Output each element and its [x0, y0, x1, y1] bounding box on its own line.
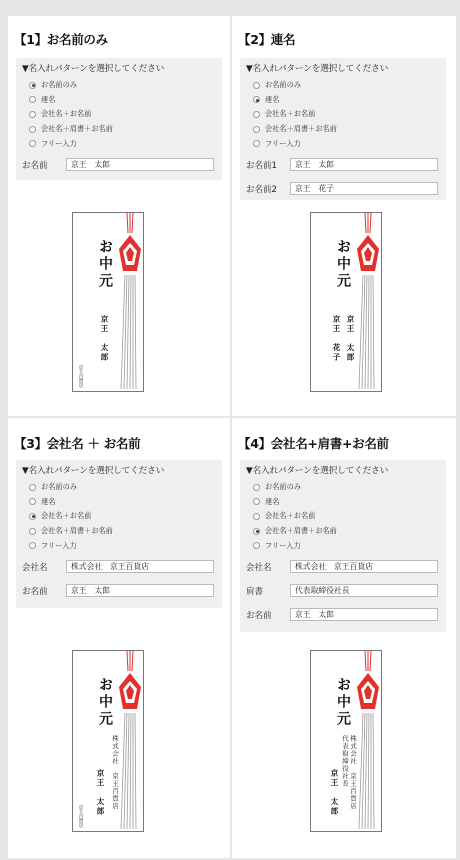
- panel-heading: ▼名入れパターンを選択してください: [246, 64, 389, 74]
- name-input[interactable]: 京王 太郎: [66, 584, 214, 597]
- field-label: お名前: [22, 586, 48, 597]
- radio-icon[interactable]: [253, 528, 260, 535]
- noshi-company: 株式会社 京王百貨店: [111, 735, 119, 810]
- radio-icon[interactable]: [253, 513, 260, 520]
- radio-icon[interactable]: [29, 513, 36, 520]
- field-label: お名前1: [246, 160, 277, 171]
- noshi-name: 京王 太郎: [96, 769, 105, 817]
- option-free-input[interactable]: フリー入力: [22, 538, 216, 553]
- radio-icon[interactable]: [29, 126, 36, 133]
- radio-icon[interactable]: [29, 82, 36, 89]
- option-company-name[interactable]: 会社名＋お名前: [22, 107, 216, 122]
- field-label: お名前2: [246, 184, 277, 195]
- radio-icon[interactable]: [29, 498, 36, 505]
- radio-icon[interactable]: [29, 484, 36, 491]
- noshi-company: 株式会社 京王百貨店: [349, 735, 357, 810]
- noshi-heading: お中元: [97, 239, 113, 290]
- field-row-title: [246, 581, 440, 601]
- option-free-input[interactable]: フリー入力: [22, 136, 216, 151]
- field-row-company: [22, 557, 216, 577]
- radio-icon[interactable]: [253, 498, 260, 505]
- option-company-name[interactable]: 会社名＋お名前: [246, 107, 440, 122]
- noshi-name: 京王 太郎: [330, 769, 339, 817]
- radio-icon[interactable]: [253, 111, 260, 118]
- option-company-title-name[interactable]: 会社名＋肩書＋お名前: [246, 524, 440, 539]
- option-company-title-name[interactable]: 会社名＋肩書＋お名前: [22, 524, 216, 539]
- section-name-only: [8, 16, 230, 416]
- field-label: 会社名: [22, 562, 48, 573]
- noshi-preview: [310, 650, 382, 832]
- pattern-panel: [240, 460, 446, 632]
- noshi-heading: お中元: [335, 677, 351, 728]
- section-title: 【1】お名前のみ: [14, 32, 108, 47]
- noshi-job-title: 代表取締役社長: [341, 735, 349, 788]
- field-row-name1: [246, 155, 440, 175]
- noshi-stamp: 京王百貨店: [78, 365, 83, 388]
- noshi-preview: [72, 212, 144, 392]
- name1-input[interactable]: 京王 太郎: [290, 158, 438, 171]
- pattern-grid: [4, 14, 456, 858]
- noshi-name: 京王 太郎: [100, 315, 109, 363]
- option-company-title-name[interactable]: 会社名＋肩書＋お名前: [246, 122, 440, 137]
- option-name-only[interactable]: お名前のみ: [22, 480, 216, 495]
- section-title: 【3】会社名 ＋ お名前: [14, 436, 141, 451]
- noshi-preview: [310, 212, 382, 392]
- field-label: お名前: [246, 610, 272, 621]
- option-joint-names[interactable]: 連名: [246, 495, 440, 510]
- pattern-panel: [240, 58, 446, 200]
- field-row-name: [246, 605, 440, 625]
- pattern-panel: [16, 58, 222, 180]
- noshi-heading: お中元: [97, 677, 113, 728]
- field-label: 肩書: [246, 586, 264, 597]
- field-row-name: [22, 581, 216, 601]
- section-company-title-name: [232, 418, 456, 858]
- option-joint-names[interactable]: 連名: [22, 93, 216, 108]
- noshi-name-1: 京王 太郎: [346, 315, 355, 363]
- radio-icon[interactable]: [29, 111, 36, 118]
- name-input[interactable]: 京王 太郎: [66, 158, 214, 171]
- company-input[interactable]: 株式会社 京王百貨店: [66, 560, 214, 573]
- noshi-name-2: 京王 花子: [332, 315, 341, 363]
- field-row-company: [246, 557, 440, 577]
- panel-heading: ▼名入れパターンを選択してください: [22, 466, 165, 476]
- title-input[interactable]: 代表取締役社長: [290, 584, 438, 597]
- radio-icon[interactable]: [253, 140, 260, 147]
- option-name-only[interactable]: お名前のみ: [22, 78, 216, 93]
- option-free-input[interactable]: フリー入力: [246, 136, 440, 151]
- radio-icon[interactable]: [253, 96, 260, 103]
- field-row-name: [22, 155, 216, 175]
- option-joint-names[interactable]: 連名: [22, 495, 216, 510]
- section-company-name: [8, 418, 230, 858]
- option-free-input[interactable]: フリー入力: [246, 538, 440, 553]
- radio-icon[interactable]: [29, 96, 36, 103]
- section-title: 【2】連名: [238, 32, 296, 47]
- radio-icon[interactable]: [253, 82, 260, 89]
- option-company-name[interactable]: 会社名＋お名前: [246, 509, 440, 524]
- radio-icon[interactable]: [29, 140, 36, 147]
- panel-heading: ▼名入れパターンを選択してください: [22, 64, 165, 74]
- panel-heading: ▼名入れパターンを選択してください: [246, 466, 389, 476]
- company-input[interactable]: 株式会社 京王百貨店: [290, 560, 438, 573]
- field-row-name2: [246, 179, 440, 199]
- noshi-preview: [72, 650, 144, 832]
- radio-icon[interactable]: [29, 542, 36, 549]
- section-joint-names: [232, 16, 456, 416]
- name2-input[interactable]: 京王 花子: [290, 182, 438, 195]
- radio-icon[interactable]: [29, 528, 36, 535]
- field-label: お名前: [22, 160, 48, 171]
- option-company-name[interactable]: 会社名＋お名前: [22, 509, 216, 524]
- option-joint-names[interactable]: 連名: [246, 93, 440, 108]
- radio-icon[interactable]: [253, 126, 260, 133]
- option-name-only[interactable]: お名前のみ: [246, 480, 440, 495]
- noshi-stamp: 京王百貨店: [78, 805, 83, 828]
- radio-icon[interactable]: [253, 484, 260, 491]
- pattern-panel: [16, 460, 222, 608]
- noshi-heading: お中元: [335, 239, 351, 290]
- name-input[interactable]: 京王 太郎: [290, 608, 438, 621]
- field-label: 会社名: [246, 562, 272, 573]
- radio-icon[interactable]: [253, 542, 260, 549]
- option-name-only[interactable]: お名前のみ: [246, 78, 440, 93]
- section-title: 【4】会社名+肩書+お名前: [238, 436, 389, 451]
- option-company-title-name[interactable]: 会社名＋肩書＋お名前: [22, 122, 216, 137]
